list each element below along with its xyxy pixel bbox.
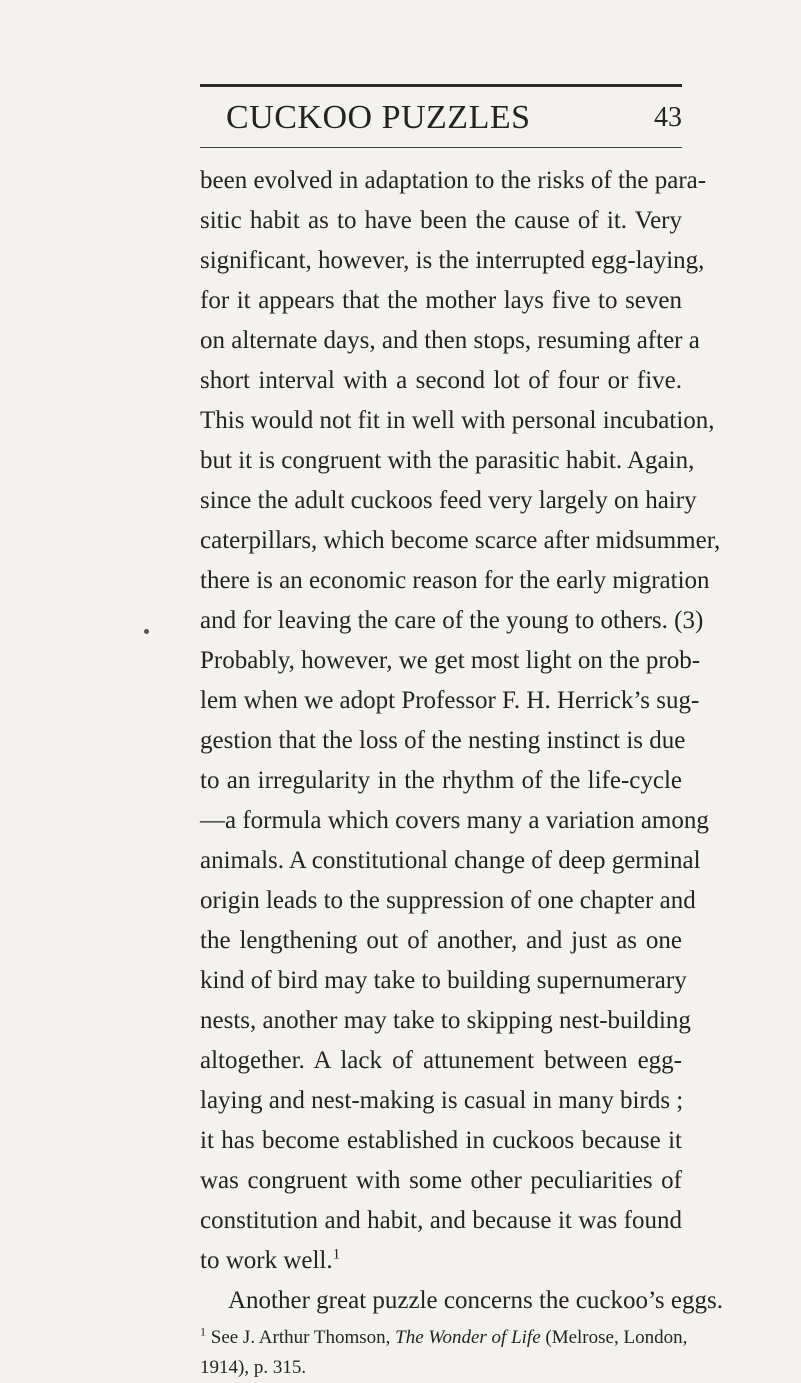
header-rule-bottom bbox=[200, 147, 682, 148]
footnote bbox=[200, 1323, 688, 1353]
text-line: —a formula which covers many a variation among bbox=[200, 807, 709, 834]
margin-mark bbox=[144, 629, 149, 634]
text-line: gestion that the loss of the nesting instinct is due bbox=[200, 727, 686, 754]
text-line: nests, another may take to skipping nest-building bbox=[200, 1007, 691, 1034]
text-line: been evolved in adaptation to the risks of the para- bbox=[200, 167, 707, 194]
text-line: This would not fit in well with personal incubation, bbox=[200, 407, 715, 434]
text-line: significant, however, is the interrupted egg-laying, bbox=[200, 247, 705, 274]
text-line: but it is congruent with the parasitic habit. Again, bbox=[200, 447, 695, 474]
header-rule-top bbox=[200, 84, 682, 87]
text-line: origin leads to the suppression of one chapter and bbox=[200, 887, 696, 914]
text-line: was congruent with some other peculiarities of bbox=[200, 1167, 682, 1194]
footnote-mark: 1 bbox=[200, 1324, 206, 1339]
text-line: it has become established in cuckoos because it bbox=[200, 1127, 682, 1154]
text-line: to an irregularity in the rhythm of the life-cycle bbox=[200, 767, 682, 794]
page-number: 43 bbox=[654, 102, 682, 133]
footnote-suffix: (Melrose, London, bbox=[540, 1327, 688, 1348]
text-line: short interval with a second lot of four or five. bbox=[200, 367, 682, 394]
paragraph-last-line bbox=[200, 1241, 682, 1281]
footnote-book-title: The Wonder of Life bbox=[395, 1327, 541, 1348]
text-line: the lengthening out of another, and just as one bbox=[200, 927, 682, 954]
running-head bbox=[200, 96, 682, 140]
text-line: kind of bird may take to building supernumerary bbox=[200, 967, 687, 994]
text-line: for it appears that the mother lays five to seven bbox=[200, 287, 682, 314]
text-line: Probably, however, we get most light on the prob- bbox=[200, 647, 701, 674]
text-line: animals. A constitutional change of deep germinal bbox=[200, 847, 701, 874]
next-paragraph-line: Another great puzzle concerns the cuckoo’s eggs. bbox=[228, 1287, 723, 1314]
text-line: since the adult cuckoos feed very largely on hairy bbox=[200, 487, 697, 514]
text-line: laying and nest-making is casual in many birds ; bbox=[200, 1087, 684, 1114]
running-title: CUCKOO PUZZLES bbox=[226, 99, 531, 136]
text-line: altogether. A lack of attunement between egg- bbox=[200, 1047, 682, 1074]
text-line: sitic habit as to have been the cause of it. Very bbox=[200, 207, 682, 234]
text-line: lem when we adopt Professor F. H. Herrick’s sug- bbox=[200, 687, 700, 714]
text-line: there is an economic reason for the early migration bbox=[200, 567, 710, 594]
footnote-line-2: 1914), p. 315. bbox=[200, 1357, 307, 1378]
last-line-text: to work well. bbox=[200, 1247, 333, 1274]
text-line: and for leaving the care of the young to others. (3) bbox=[200, 607, 704, 634]
text-line: constitution and habit, and because it was found bbox=[200, 1207, 682, 1234]
footnote-prefix: See J. Arthur Thomson, bbox=[210, 1327, 396, 1348]
footnote-reference[interactable]: 1 bbox=[332, 1246, 341, 1263]
text-line: caterpillars, which become scarce after midsummer, bbox=[200, 527, 721, 554]
text-line: on alternate days, and then stops, resuming after a bbox=[200, 327, 700, 354]
